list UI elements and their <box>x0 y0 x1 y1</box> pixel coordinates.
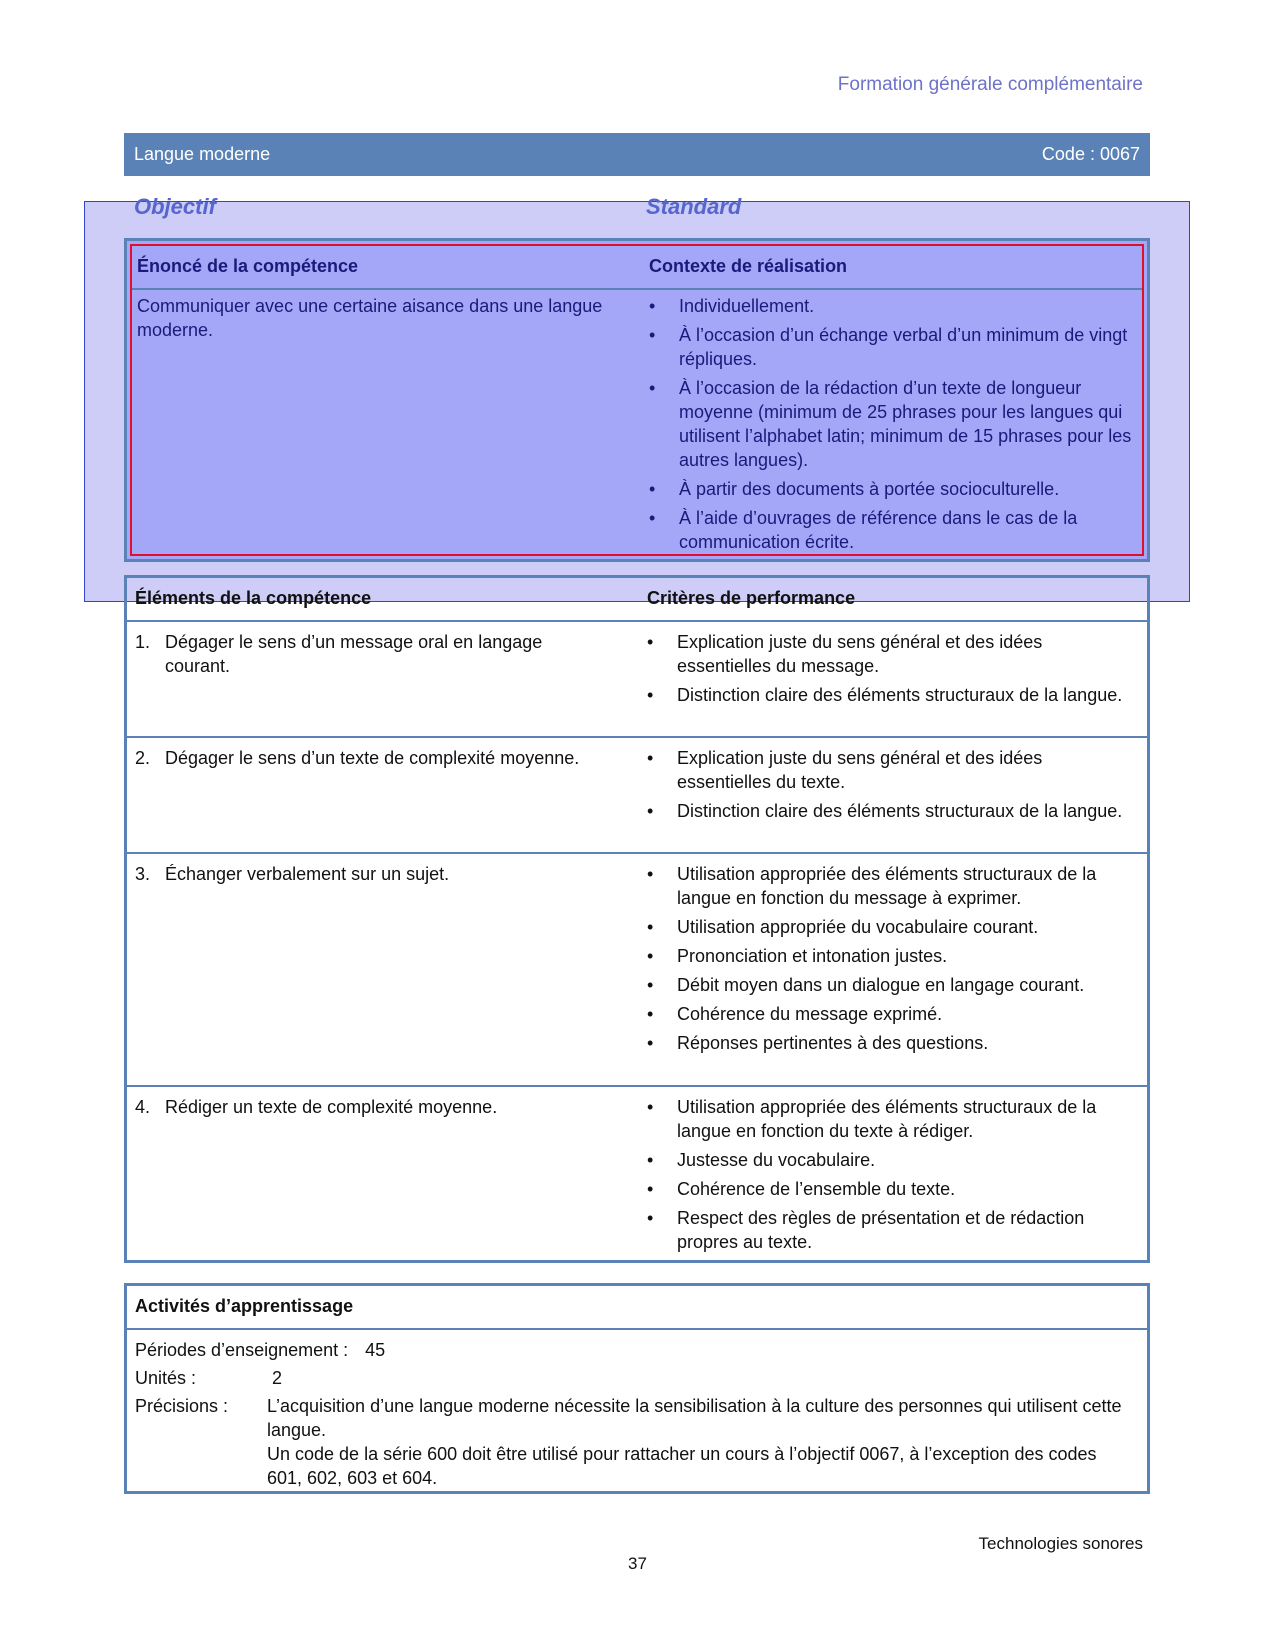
table-row <box>127 1087 1147 1262</box>
element-number: 1. <box>135 632 151 652</box>
criterion: • Cohérence de l’ensemble du texte. <box>647 1177 1137 1201</box>
criterion: • Distinction claire des éléments structuraux de la langue. <box>647 683 1137 707</box>
element-text: Rédiger un texte de complexité moyenne. <box>165 1097 498 1117</box>
criterion: • Débit moyen dans un dialogue en langage courant. <box>647 973 1137 997</box>
activites-box <box>124 1283 1150 1494</box>
activites-header: Activités d’apprentissage <box>135 1296 354 1316</box>
periodes-value: 45 <box>365 1340 386 1360</box>
elements-header-row <box>127 578 1147 622</box>
precisions-row <box>135 1394 1135 1490</box>
unites-label: Unités : <box>135 1368 197 1388</box>
criterion: • Utilisation appropriée du vocabulaire courant. <box>647 915 1137 939</box>
precision-paragraph: Un code de la série 600 doit être utilisé pour rattacher un cours à l’objectif 0067, à l’exception des codes 601, 602, 603 et 604. <box>267 1444 1097 1488</box>
criterion: • Justesse du vocabulaire. <box>647 1148 1137 1172</box>
precisions-label: Précisions : <box>135 1396 229 1416</box>
criterion: • Distinction claire des éléments structuraux de la langue. <box>647 799 1137 823</box>
enonce-inner <box>130 244 1144 556</box>
table-row <box>127 622 1147 738</box>
criteria-list <box>647 1095 1137 1259</box>
criteria-list <box>647 630 1137 712</box>
contexte-item: • À partir des documents à portée socioculturelle. <box>649 477 1139 501</box>
elements-header: Éléments de la compétence <box>135 588 372 608</box>
running-header: Formation générale complémentaire <box>837 74 1143 95</box>
enonce-box <box>124 238 1150 562</box>
program-code: Code : 0067 <box>1041 144 1140 164</box>
contexte-item: • À l’aide d’ouvrages de référence dans le cas de la communication écrite. <box>649 506 1139 554</box>
enonce-divider <box>132 288 1142 290</box>
element-cell <box>135 1095 605 1119</box>
criteria-list <box>647 862 1137 1060</box>
elements-table <box>124 575 1150 1263</box>
criterion: • Utilisation appropriée des éléments structuraux de la langue en fonction du texte à rédiger. <box>647 1095 1137 1143</box>
element-cell <box>135 862 605 886</box>
element-text: Échanger verbalement sur un sujet. <box>165 864 450 884</box>
element-cell <box>135 630 605 678</box>
unites-row <box>135 1366 282 1390</box>
element-number: 3. <box>135 864 151 884</box>
criterion: • Prononciation et intonation justes. <box>647 944 1137 968</box>
standard-heading: Standard <box>646 194 742 219</box>
contexte-item: • À l’occasion d’un échange verbal d’un minimum de vingt répliques. <box>649 323 1139 371</box>
criterion: • Respect des règles de présentation et de rédaction propres au texte. <box>647 1206 1137 1254</box>
precision-paragraph: L’acquisition d’une langue moderne nécessite la sensibilisation à la culture des personnes qui utilisent cette langue. <box>267 1396 1122 1440</box>
periodes-row <box>135 1338 385 1362</box>
criterion: • Explication juste du sens général et des idées essentielles du texte. <box>647 746 1137 794</box>
title-bar <box>124 133 1150 176</box>
enonce-text: Communiquer avec une certaine aisance dans une langue moderne. <box>137 296 603 340</box>
sub-headings <box>134 194 1144 220</box>
criterion: • Explication juste du sens général et des idées essentielles du message. <box>647 630 1137 678</box>
element-cell <box>135 746 605 770</box>
element-text: Dégager le sens d’un texte de complexité moyenne. <box>165 748 580 768</box>
page-number: 37 <box>628 1554 647 1573</box>
element-text: Dégager le sens d’un message oral en langage courant. <box>165 632 543 676</box>
table-row <box>127 854 1147 1087</box>
contexte-list <box>649 294 1139 559</box>
enonce-header: Énoncé de la compétence <box>137 256 359 276</box>
contexte-item: • Individuellement. <box>649 294 1139 318</box>
objectif-heading: Objectif <box>134 194 216 219</box>
unites-value: 2 <box>272 1368 283 1388</box>
contexte-header: Contexte de réalisation <box>649 256 848 276</box>
criteres-header: Critères de performance <box>647 588 856 608</box>
table-row <box>127 738 1147 854</box>
criteria-list <box>647 746 1137 828</box>
footer-program: Technologies sonores <box>978 1534 1143 1553</box>
precisions-text <box>267 1394 1127 1490</box>
activites-header-row <box>127 1286 1147 1330</box>
element-number: 4. <box>135 1097 151 1117</box>
element-number: 2. <box>135 748 151 768</box>
criterion: • Cohérence du message exprimé. <box>647 1002 1137 1026</box>
criterion: • Réponses pertinentes à des questions. <box>647 1031 1137 1055</box>
program-title: Langue moderne <box>134 144 271 164</box>
criterion: • Utilisation appropriée des éléments structuraux de la langue en fonction du message à exprimer. <box>647 862 1137 910</box>
contexte-item: • À l’occasion de la rédaction d’un texte de longueur moyenne (minimum de 25 phrases pour les langues qui utilisent l’alphabet latin; minimum de 15 phrases pour les autres langues). <box>649 376 1139 472</box>
periodes-label: Périodes d’enseignement : <box>135 1340 349 1360</box>
